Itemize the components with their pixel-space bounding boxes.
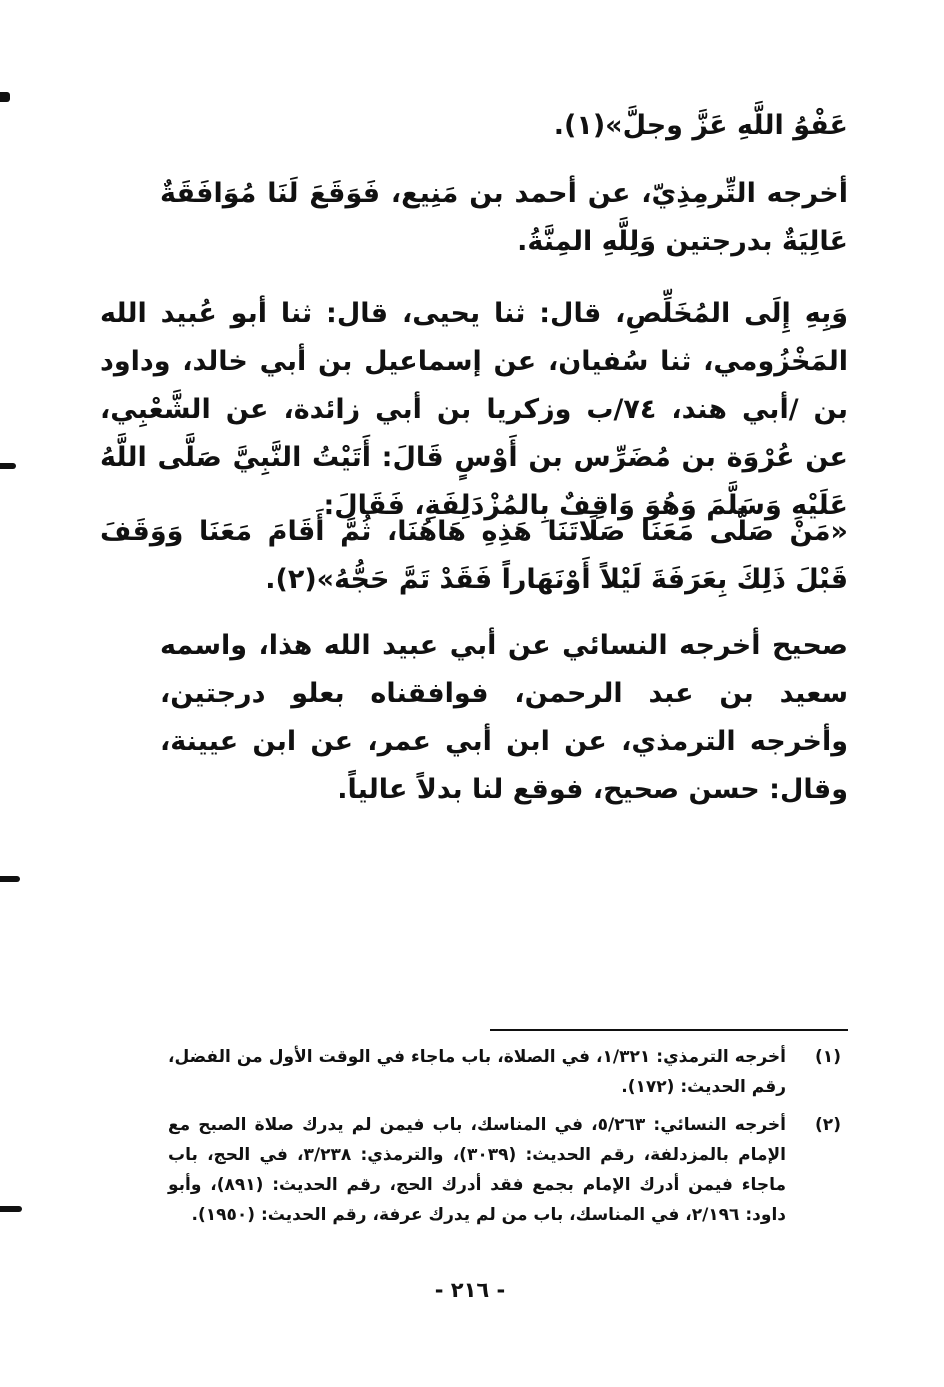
footnote-number: (٢)	[815, 1115, 841, 1135]
footnote-number: (١)	[815, 1047, 841, 1067]
footnote-text: أخرجه الترمذي: ١/٣٢١، في الصلاة، باب ماجاء في الوقت الأول من الفضل، رقم الحديث: (١٧٢).	[168, 1047, 786, 1097]
scan-edge-mark	[0, 463, 16, 469]
page-number: - ٢١٦ -	[434, 1278, 506, 1302]
footnote-separator	[490, 1029, 848, 1031]
footnote-1	[168, 1042, 848, 1102]
scan-edge-mark	[0, 1206, 22, 1212]
paragraph-hadith-ending: عَفْوُ اللَّهِ عَزَّ وجلَّ»(١).	[553, 110, 848, 141]
paragraph-takhrij-tirmidhi: أخرجه التِّرمِذِيّ، عن أحمد بن مَنِيع، فَوَقَعَ لَنَا مُوَافَقَةٌ عَالِيَةٌ بدرجتين وَلِلَّهِ المِنَّةُ.	[160, 178, 848, 257]
footnote-2	[168, 1110, 848, 1230]
paragraph-isnad: وَبِهِ إِلَى المُخَلِّصِ، قال: ثنا يحيى، قال: ثنا أبو عُبيد الله المَخْزُومي، ثنا سُفيان، عن إسماعيل بن أبي خالد، وداود بن /أبي هند، ٧٤/ب وزكريا بن أبي زائدة، عن الشَّعْبِي، عن عُرْوَة بن مُضَرِّس بن أَوْسٍ قَالَ: أَتَيْتُ النَّبِيَّ صَلَّى اللَّهُ عَلَيْهِ وَسَلَّمَ وَهُوَ وَاقِفٌ بِالمُزْدَلِفَةِ، فَقَالَ:	[100, 298, 848, 521]
scan-edge-mark	[0, 876, 20, 882]
scan-edge-mark	[0, 92, 10, 102]
paragraph-hadith-text: «مَنْ صَلَّى مَعَنَا صَلَاتَنَا هَذِهِ هَاهُنَا، ثُمَّ أَقَامَ مَعَنَا وَوَقَفَ قَبْلَ ذَلِكَ بِعَرَفَةَ لَيْلاً أَوْنَهَاراً فَقَدْ تَمَّ حَجُّهُ»(٢).	[100, 516, 848, 595]
footnote-text: أخرجه النسائي: ٥/٢٦٣، في المناسك، باب فيمن لم يدرك صلاة الصبح مع الإمام بالمزدلفة، رقم الحديث: (٣٠٣٩)، والترمذي: ٣/٢٣٨، في الحج، باب ماجاء فيمن أدرك الإمام بجمع فقد أدرك الحج، رقم الحديث: (٨٩١)، وأبو داود: ٢/١٩٦، في المناسك، باب من لم يدرك عرفة، رقم الحديث: (١٩٥٠).	[168, 1115, 786, 1225]
paragraph-takhrij-nasai: صحيح أخرجه النسائي عن أبي عبيد الله هذا، واسمه سعيد بن عبد الرحمن، فوافقناه بعلو درجتين، وأخرجه الترمذي، عن ابن أبي عمر، عن ابن عيينة، وقال: حسن صحيح، فوقع لنا بدلاً عالياً.	[160, 630, 848, 805]
